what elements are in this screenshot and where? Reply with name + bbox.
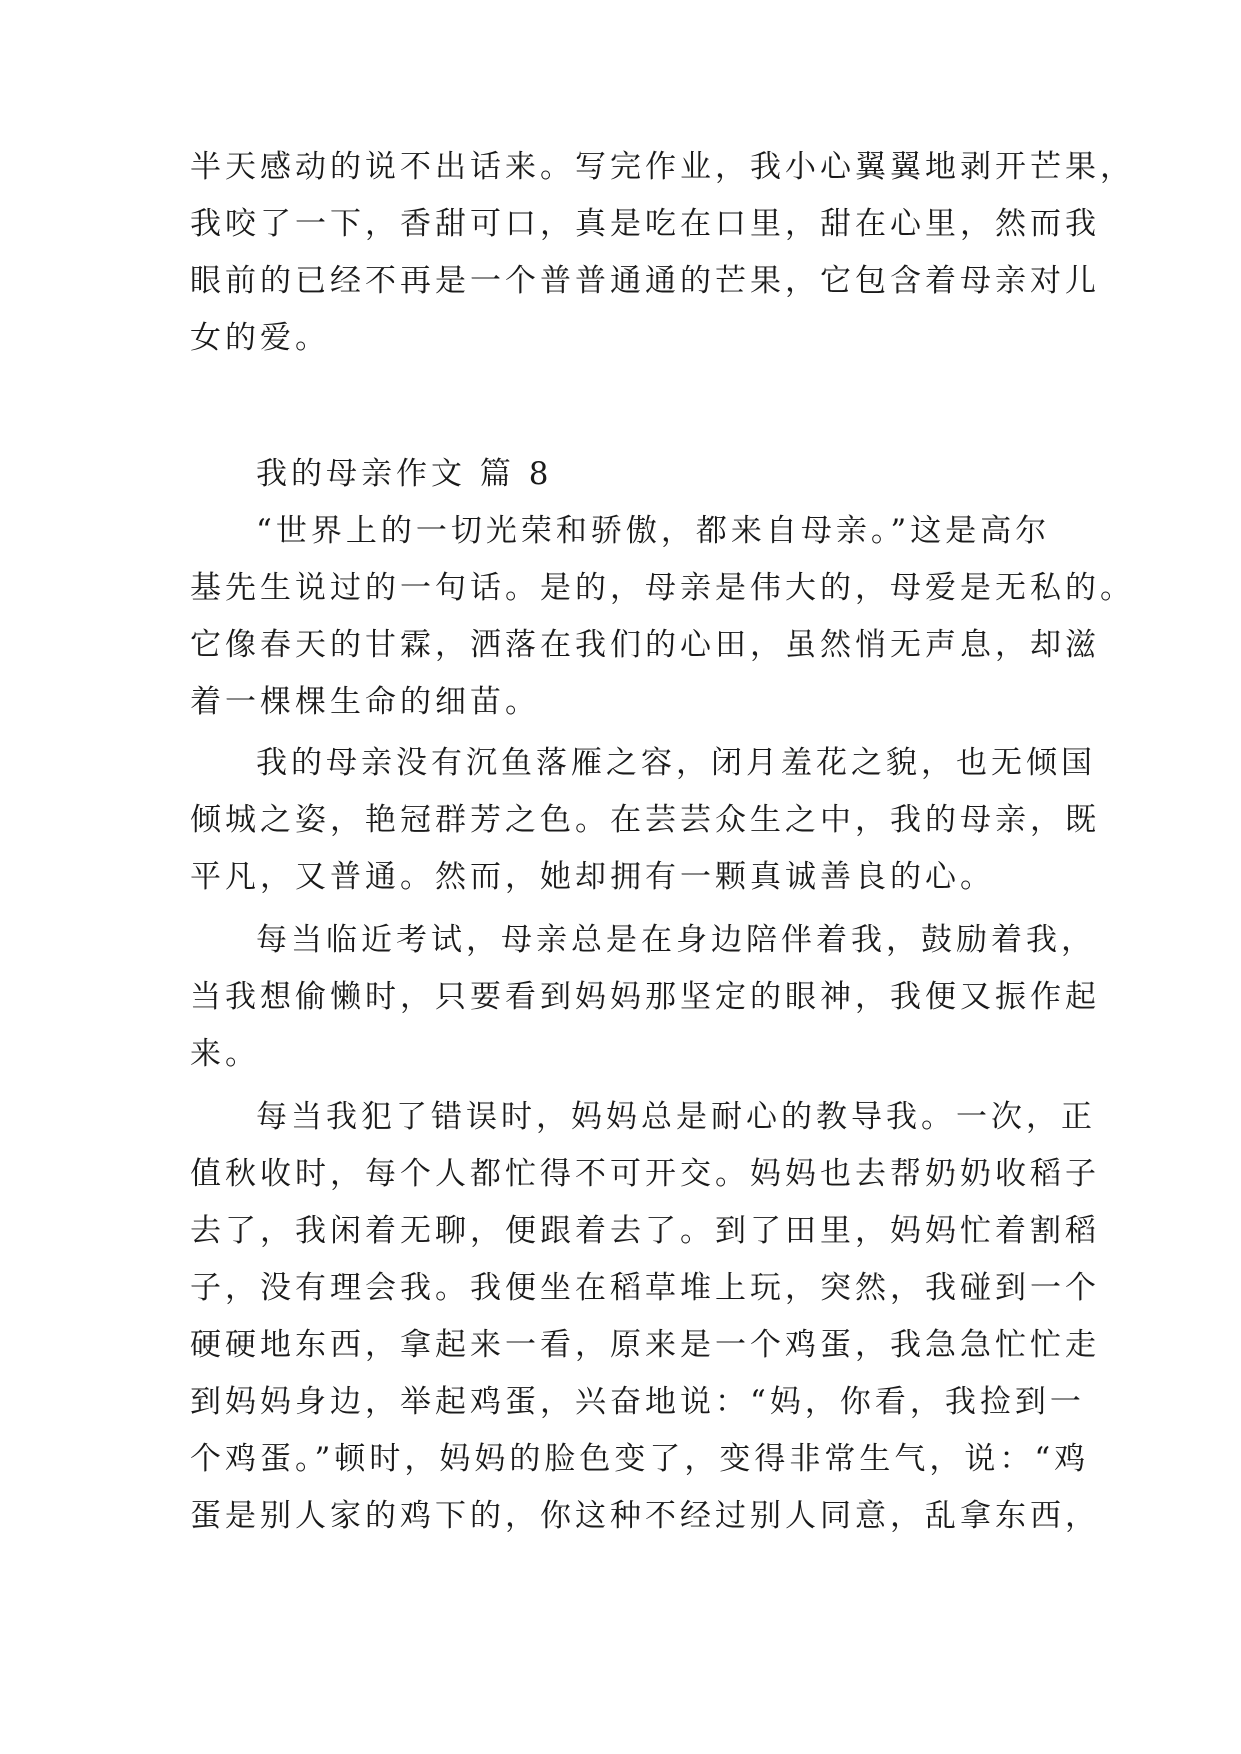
paragraph-line: 当我想偷懒时，只要看到妈妈那坚定的眼神，我便又振作起 <box>190 979 1100 1015</box>
paragraph-line: 去了，我闲着无聊，便跟着去了。到了田里，妈妈忙着割稻 <box>190 1213 1100 1249</box>
paragraph-line: 我咬了一下，香甜可口，真是吃在口里，甜在心里，然而我 <box>190 206 1100 242</box>
paragraph-line: 硬硬地东西，拿起来一看，原来是一个鸡蛋，我急急忙忙走 <box>190 1327 1100 1363</box>
section-heading: 我的母亲作文 篇 8 <box>256 456 553 492</box>
paragraph-line: 每当我犯了错误时，妈妈总是耐心的教导我。一次，正 <box>256 1099 1096 1135</box>
paragraph-line: “世界上的一切光荣和骄傲，都来自母亲。”这是高尔 <box>256 513 1051 549</box>
paragraph-line: 女的爱。 <box>190 320 330 356</box>
paragraph-line: 来。 <box>190 1036 260 1072</box>
paragraph-line: 到妈妈身边，举起鸡蛋，兴奋地说：“妈，你看，我捡到一 <box>190 1384 1085 1420</box>
paragraph-line: 个鸡蛋。”顿时，妈妈的脸色变了，变得非常生气，说：“鸡 <box>190 1441 1090 1477</box>
paragraph-line: 平凡，又普通。然而，她却拥有一颗真诚善良的心。 <box>190 859 995 895</box>
paragraph-line: 它像春天的甘霖，洒落在我们的心田，虽然悄无声息，却滋 <box>190 627 1100 663</box>
paragraph-line: 着一棵棵生命的细苗。 <box>190 684 540 720</box>
paragraph-line: 子，没有理会我。我便坐在稻草堆上玩，突然，我碰到一个 <box>190 1270 1100 1306</box>
paragraph-line: 值秋收时，每个人都忙得不可开交。妈妈也去帮奶奶收稻子 <box>190 1156 1100 1192</box>
paragraph-line: 蛋是别人家的鸡下的，你这种不经过别人同意，乱拿东西， <box>190 1498 1100 1534</box>
paragraph-line: 我的母亲没有沉鱼落雁之容，闭月羞花之貌，也无倾国 <box>256 745 1096 781</box>
paragraph-line: 基先生说过的一句话。是的，母亲是伟大的，母爱是无私的。 <box>190 570 1135 606</box>
paragraph-line: 倾城之姿，艳冠群芳之色。在芸芸众生之中，我的母亲，既 <box>190 802 1100 838</box>
paragraph-line: 眼前的已经不再是一个普普通通的芒果，它包含着母亲对儿 <box>190 263 1100 299</box>
paragraph-line: 每当临近考试，母亲总是在身边陪伴着我，鼓励着我， <box>256 922 1096 958</box>
paragraph-line: 半天感动的说不出话来。写完作业，我小心翼翼地剥开芒果， <box>190 149 1135 185</box>
